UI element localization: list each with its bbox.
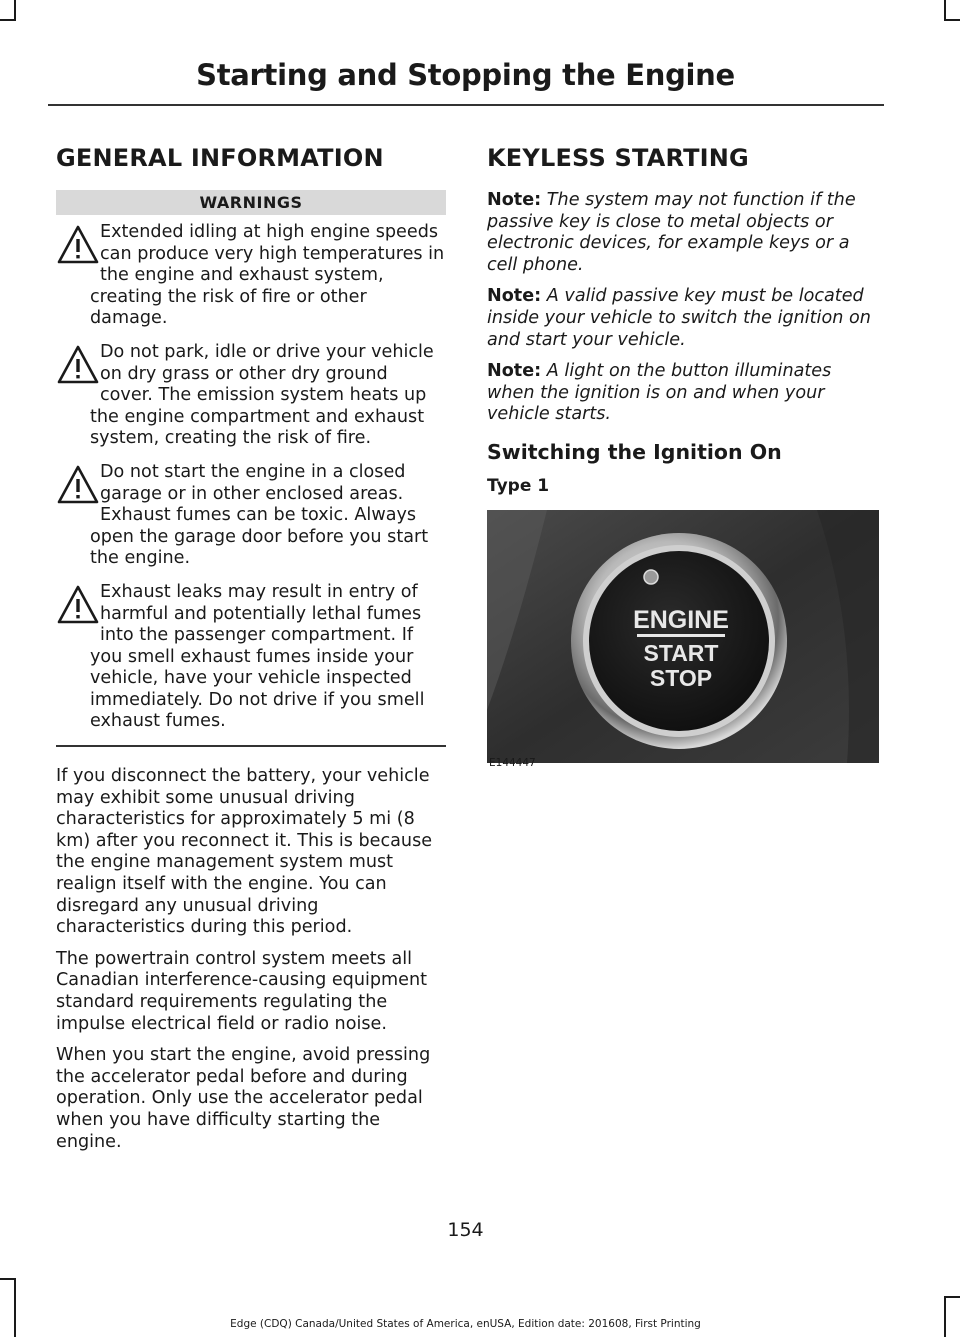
button-label-engine: ENGINE <box>633 605 729 634</box>
subheading-ignition-on: Switching the Ignition On <box>487 439 782 464</box>
note-label: Note: <box>487 190 542 210</box>
warning-item <box>56 342 446 450</box>
note <box>487 361 879 426</box>
note <box>487 286 879 351</box>
crop-mark <box>14 0 16 20</box>
warning-item <box>56 462 446 570</box>
button-label-start: START <box>643 639 719 666</box>
header-rule <box>48 104 884 106</box>
warning-item <box>56 222 446 330</box>
note-text: The system may not function if the passive key is close to metal objects or electronic devices, for example keys or a cell phone. <box>487 190 856 275</box>
crop-mark <box>14 1278 16 1337</box>
crop-mark <box>944 1296 946 1337</box>
footer-text: Edge (CDQ) Canada/United States of America, enUSA, Edition date: 201608, First Printing <box>230 1318 701 1330</box>
note-label: Note: <box>487 286 542 307</box>
warning-triangle-icon <box>56 464 100 508</box>
crop-mark <box>0 19 16 21</box>
body-paragraph: The powertrain control system meets all Canadian interference-causing equipment standard requirements regulating the impulse electrical field or radio noise. <box>56 948 428 1034</box>
body-paragraph: When you start the engine, avoid pressing the accelerator pedal before and during operation. Only use the accelerator pedal when you have difficulty starting the engine. <box>56 1045 431 1152</box>
crop-mark <box>944 19 960 21</box>
page-title: Starting and Stopping the Engine <box>196 58 735 92</box>
warnings-header: WARNINGS <box>56 190 446 215</box>
note-label: Note: <box>487 361 542 382</box>
warning-item <box>56 582 446 733</box>
warning-triangle-icon <box>56 344 100 388</box>
warnings-end-rule <box>56 745 446 747</box>
warning-text: Extended idling at high engine speeds can produce very high temperatures in the engine and exhaust system, creating the risk of fire or other damage. <box>90 222 445 329</box>
warning-triangle-icon <box>56 224 100 268</box>
crop-mark <box>944 1296 960 1298</box>
note-text: A light on the button illuminates when the ignition is on and when your vehicle starts. <box>487 361 832 425</box>
page-number: 154 <box>447 1219 484 1241</box>
section-heading-general: GENERAL INFORMATION <box>56 144 384 172</box>
warning-triangle-icon <box>56 584 100 628</box>
warning-text: Exhaust leaks may result in entry of harmful and potentially lethal fumes into the passenger compartment. If you smell exhaust fumes inside your vehicle, have your vehicle inspected immediately. Do not drive if you smell exhaust fumes. <box>90 581 425 732</box>
body-paragraph: If you disconnect the battery, your vehicle may exhibit some unusual driving characteristics for approximately 5 mi (8 km) after you reconnect it. This is because the engine management system must realign itself with the engine. You can disregard any unusual driving characteristics during this period. <box>56 766 433 938</box>
note-text: A valid passive key must be located inside your vehicle to switch the ignition on and start your vehicle. <box>487 286 871 350</box>
type-label: Type 1 <box>487 475 550 496</box>
section-heading-keyless: KEYLESS STARTING <box>487 144 749 172</box>
start-button-photo <box>487 510 879 769</box>
engine-start-button-image <box>487 510 879 763</box>
warning-text: Do not start the engine in a closed garage or in other enclosed areas. Exhaust fumes can be toxic. Always open the garage door before you start the engine. <box>90 461 429 569</box>
warning-text: Do not park, idle or drive your vehicle on dry grass or other dry ground cover. The emission system heats up the engine compartment and exhaust system, creating the risk of fire. <box>90 341 434 449</box>
right-column <box>487 144 879 769</box>
crop-mark <box>0 1278 16 1280</box>
crop-mark <box>944 0 946 20</box>
image-id: E144447 <box>489 756 536 769</box>
button-label-stop: STOP <box>649 664 713 691</box>
note <box>487 190 879 276</box>
left-column <box>56 144 446 1163</box>
